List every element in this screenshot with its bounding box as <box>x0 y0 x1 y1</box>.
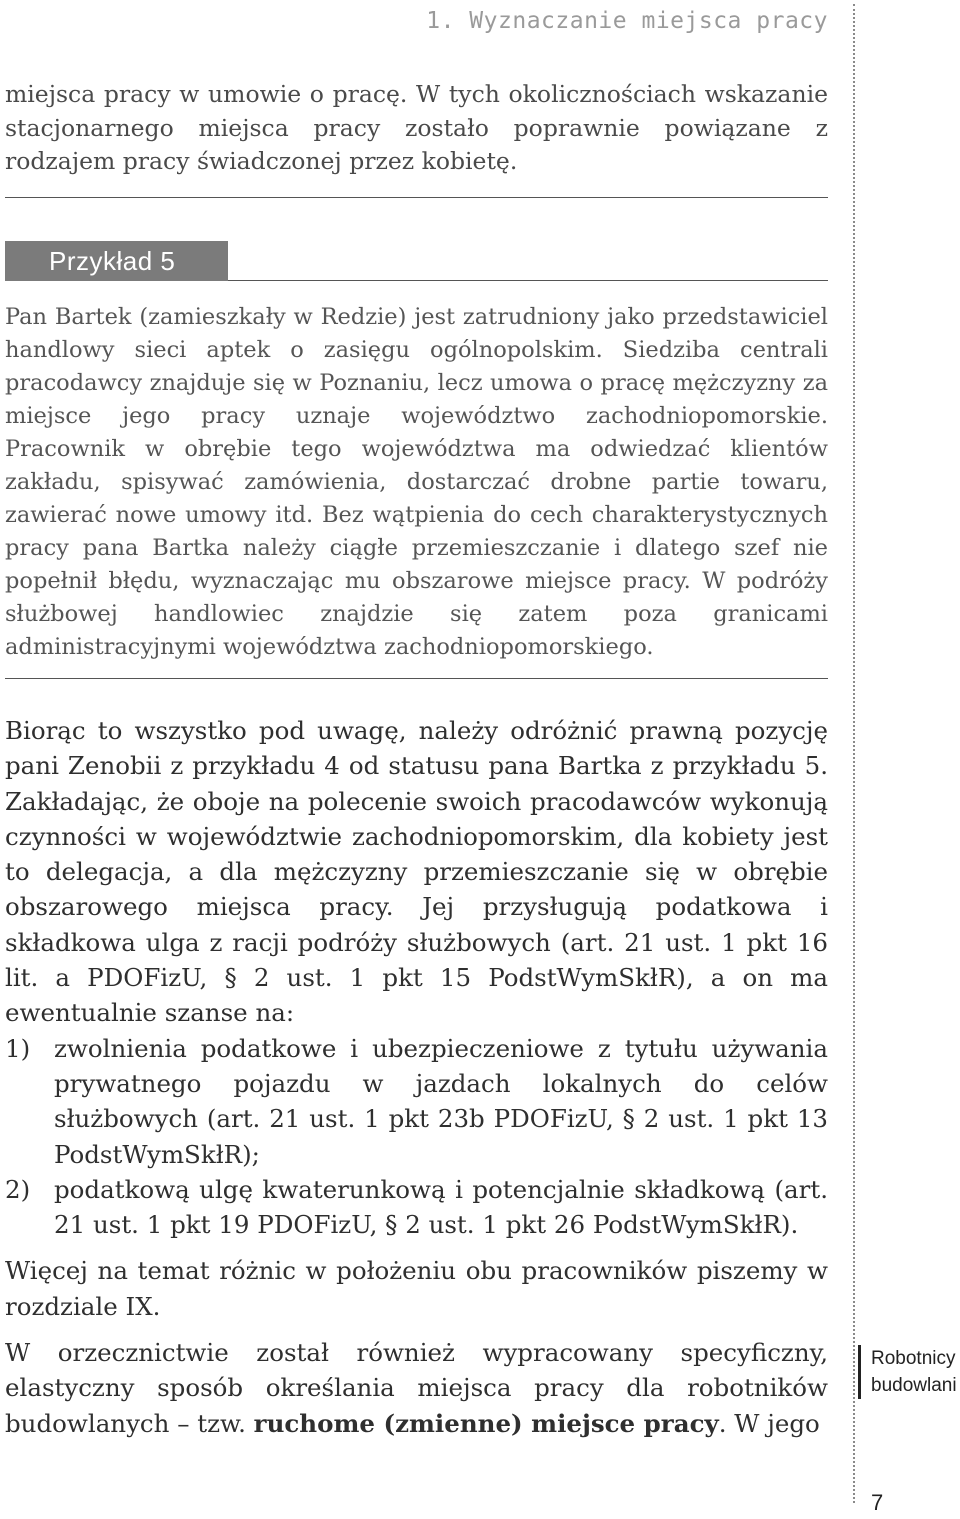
list-item-number: 1) <box>5 1033 31 1063</box>
margin-note-line-1: Robotnicy <box>871 1348 956 1369</box>
main-paragraph-3 <box>5 1335 828 1441</box>
list-item-text: podatkową ulgę kwaterunkową i potencjalnie składkową (art. 21 ust. 1 pkt 19 PDOFizU, § 2 ust. 1 pkt 26 PodstWymSkłR). <box>54 1174 828 1240</box>
list-item-number: 2) <box>5 1174 31 1204</box>
list-item-text: zwolnienia podatkowe i ubezpieczeniowe z tytułu używania prywatnego pojazdu w jazdach lokalnych do celów służbowych (art. 21 ust. 1 pkt 23b PDOFizU, § 2 ust. 1 pkt 13 PodstWymSkłR); <box>54 1033 828 1169</box>
main-paragraph-2: Więcej na temat różnic w położeniu obu pracowników piszemy w rozdziale IX. <box>5 1256 828 1321</box>
running-header: 1. Wyznaczanie miejsca pracy <box>426 8 828 34</box>
main-text <box>5 713 828 1441</box>
margin-note-line-2: budowlani <box>871 1375 957 1396</box>
list-item <box>5 1031 828 1172</box>
main-paragraph-1: Biorąc to wszystko pod uwagę, należy odróżnić prawną pozycję pani Zenobii z przykładu 4 od statusu pana Bartka z przykładu 5. Zakładając, że oboje na polecenie swoich pracodawców wykonują czynności w województwie zachodniopomorskim, dla kobiety jest to delegacja, a dla mężczyzny przemieszczanie się w obrębie obszarowego miejsca pracy. Jej przysługują podatkowa i składkowa ulga z racji podróży służbowych (art. 21 ust. 1 pkt 16 lit. a PDOFizU, § 2 ust. 1 pkt 15 PodstWymSkłR), a on ma ewentualnie szanse na: <box>5 716 828 1028</box>
example-label: Przykład 5 <box>5 241 228 281</box>
bold-term: ruchome (zmienne) miejsce pracy <box>253 1408 719 1438</box>
example-body: Pan Bartek (zamieszkały w Redzie) jest zatrudniony jako przedstawiciel handlowy sieci aptek o zasięgu ogólnopolskim. Siedziba centrali pracodawcy znajduje się w Poznaniu, lecz umowa o pracę mężczyzny za miejsce jego pracy uznaje województwo zachodniopomorskie. Pracownik w obrębie tego województwa ma odwiedzać klientów zakładu, spisywać zamówienia, dostarczać drobne partie towaru, zawierać nowe umowy itd. Bez wątpienia do cech charakterystycznych pracy pana Bartka należy ciągłe przemieszczanie i dlatego szef nie popełnił błędu, wyznaczając mu obszarowe miejsce pracy. W podróży służbowej handlowiec znajdzie się zatem poza granicami administracyjnymi województwa zachodniopomorskiego. <box>5 304 828 660</box>
paragraph-3-start: W orzecznictwie został również wypracowany specyficzny, elastyczny sposób określania miejsca pracy dla robotników budowlanych – tzw. <box>5 1338 828 1438</box>
example-bottom-rule <box>5 678 828 679</box>
example-top-rule <box>5 197 828 198</box>
list-item <box>5 1172 828 1243</box>
benefits-list <box>5 1031 828 1243</box>
paragraph-3-end: . W jego <box>718 1408 820 1438</box>
example-label-rule <box>228 280 828 281</box>
page-number: 7 <box>871 1490 884 1515</box>
margin-note <box>858 1345 957 1399</box>
margin-dotted-rule <box>853 4 855 1503</box>
lead-paragraph: miejsca pracy w umowie o pracę. W tych okolicznościach wskazanie stacjonarnego miejsca pracy zostało poprawnie powiązane z rodzajem pracy świadczonej przez kobietę. <box>5 80 828 175</box>
